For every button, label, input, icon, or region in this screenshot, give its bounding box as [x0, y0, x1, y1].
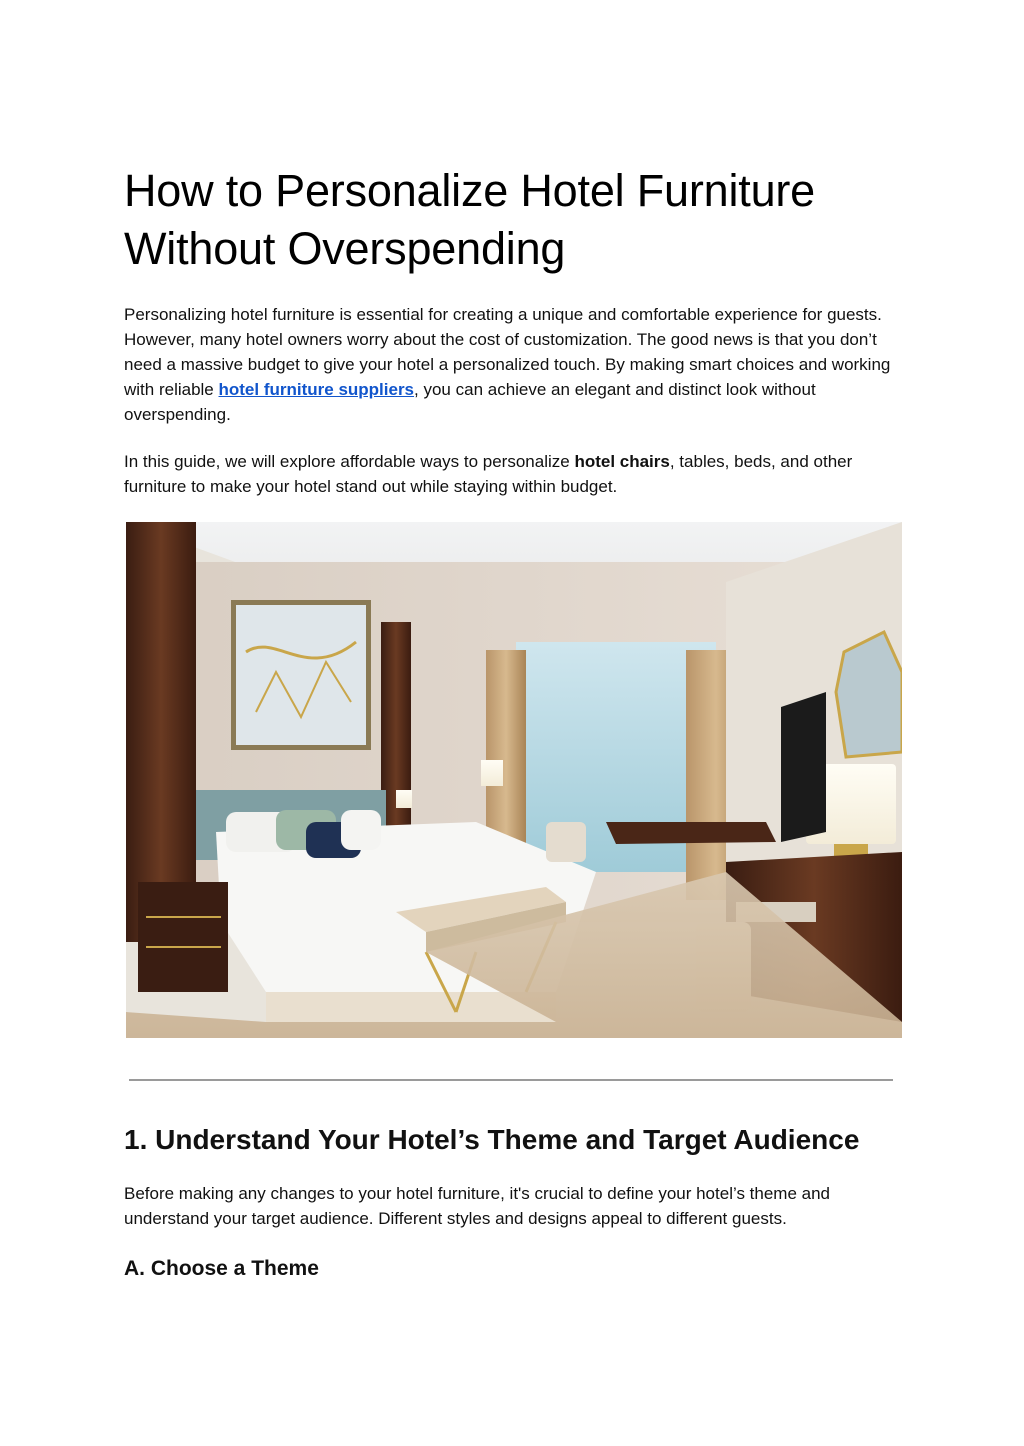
intro-text-end: , you can achieve an elegant and distinct look without overspending.	[124, 380, 816, 424]
guide-text-end: , tables, beds, and other furniture to make your hotel stand out while staying within budget.	[124, 452, 853, 496]
guide-text-start: In this guide, we will explore affordable ways to personalize	[124, 452, 575, 471]
section-1-heading: 1. Understand Your Hotel’s Theme and Target Audience	[124, 1124, 860, 1155]
page-title: How to Personalize Hotel Furniture Without Overspending	[124, 165, 816, 274]
hotel-furniture-suppliers-link[interactable]: hotel furniture suppliers	[218, 380, 415, 399]
guide-paragraph	[124, 449, 904, 499]
hotel-chairs-bold: hotel chairs	[574, 452, 670, 471]
horizontal-divider	[129, 1079, 893, 1081]
hotel-room-photo	[126, 522, 902, 1038]
intro-text-start: Personalizing hotel furniture is essential for creating a unique and comfortable experience for guests. However, many hotel owners worry about the cost of customization. The good news is that you don’t need a massive budget to give your hotel a personalized touch. By making smart choices and working with reliable	[124, 305, 891, 399]
hotel-room-illustration	[126, 522, 902, 1038]
intro-paragraph	[124, 302, 904, 427]
choose-theme-subheading: A. Choose a Theme	[124, 1257, 319, 1280]
section-1-paragraph: Before making any changes to your hotel furniture, it's crucial to define your hotel’s theme and understand your target audience. Different styles and designs appeal to different guests.	[124, 1184, 830, 1228]
